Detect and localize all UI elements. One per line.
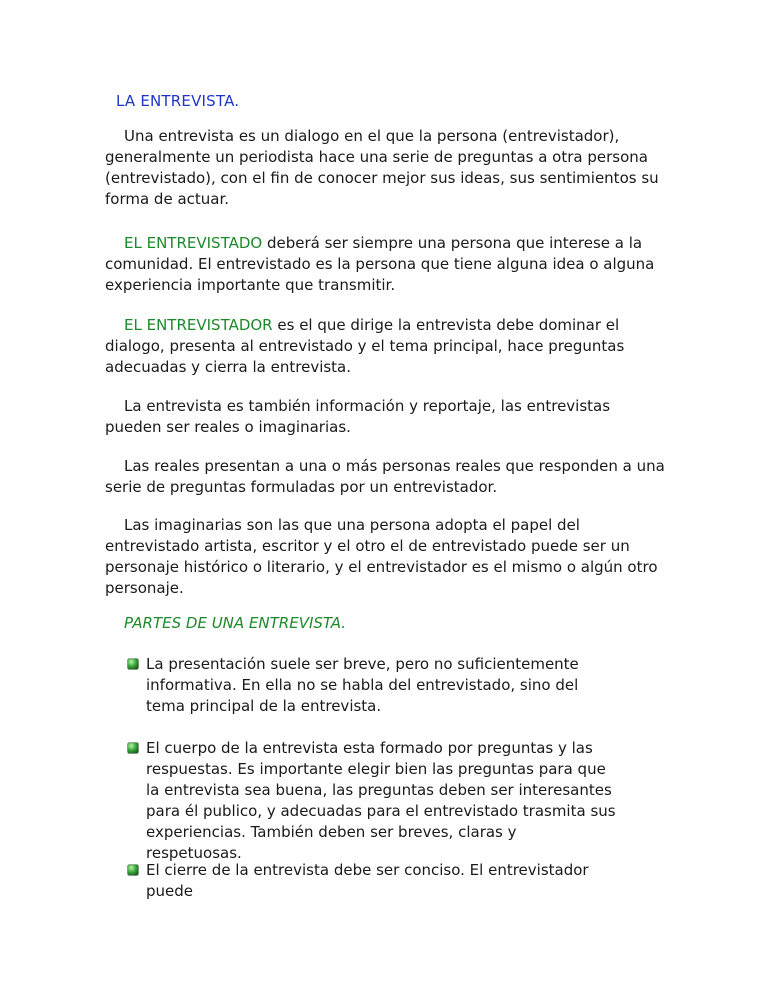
green-sphere-bullet-icon xyxy=(127,864,139,876)
highlight-entrevistador: EL ENTREVISTADOR xyxy=(124,316,273,334)
list-item-presentacion xyxy=(127,654,617,717)
list-item-text: El cuerpo de la entrevista esta formado por preguntas y las respuestas. Es importante elegir bien las preguntas para que la entrevista sea buena, las preguntas deben ser interesantes para él publico, y adecuadas para el entrevistado trasmita sus experiencias. También deben ser breves, claras y respetuosas. xyxy=(146,739,616,862)
paragraph-entrevistador xyxy=(105,315,665,378)
paragraph-imaginarias: Las imaginarias son las que una persona adopta el papel del entrevistado artista, escritor y el otro el de entrevistado puede ser un personaje histórico o literario, y el entrevistador es el mismo o algún otro personaje. xyxy=(105,516,658,597)
document-title: LA ENTREVISTA. xyxy=(116,92,240,110)
paragraph-informacion: La entrevista es también información y reportaje, las entrevistas pueden ser reales o imaginarias. xyxy=(105,397,611,436)
paragraph-reales: Las reales presentan a una o más personas reales que responden a una serie de preguntas formuladas por un entrevistador. xyxy=(105,457,665,496)
list-item-cuerpo xyxy=(127,738,617,864)
list-item-text: La presentación suele ser breve, pero no suficientemente informativa. En ella no se habla del entrevistado, sino del tema principal de la entrevista. xyxy=(146,655,579,715)
paragraph-definition: Una entrevista es un dialogo en el que la persona (entrevistador), generalmente un periodista hace una serie de preguntas a otra persona (entrevistado), con el fin de conocer mejor sus ideas, sus sentimientos su forma de actuar. xyxy=(105,127,659,208)
list-item-text: El cierre de la entrevista debe ser conciso. El entrevistador puede xyxy=(146,861,589,900)
paragraph-entrevistado-text: deberá ser siempre una persona que interese a la comunidad. El entrevistado es la persona que tiene alguna idea o alguna experiencia importante que transmitir. xyxy=(105,234,655,294)
green-sphere-bullet-icon xyxy=(127,742,139,754)
section-title-partes: PARTES DE UNA ENTREVISTA. xyxy=(124,614,346,632)
paragraph-entrevistador-text: es el que dirige la entrevista debe dominar el dialogo, presenta al entrevistado y el tema principal, hace preguntas adecuadas y cierra la entrevista. xyxy=(105,316,625,376)
green-sphere-bullet-icon xyxy=(127,658,139,670)
list-item-cierre xyxy=(127,860,617,902)
paragraph-entrevistado xyxy=(105,233,665,296)
highlight-entrevistado: EL ENTREVISTADO xyxy=(124,234,263,252)
